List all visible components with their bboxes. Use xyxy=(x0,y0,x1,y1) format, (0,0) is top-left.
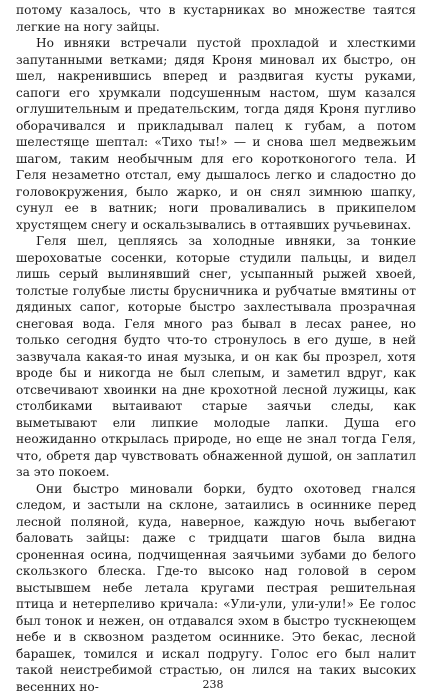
page-number: 238 xyxy=(202,678,224,691)
paragraph-4: Они быстро миновали борки, будто охотовед гнался следом, и застыли на склоне, затаились в осиннике перед лесной поляной, куда, наверное, каждую ночь выбегают баловать зайцы: даже с тридцати шагов была видна сроненная осина, подчищенная заячьими зубами до белого скользкого блеска. Где-то высоко над головой в сером выстывшем небе летала кругами пестрая решительная птица и нетерпеливо кричала: «Ули-ули, ули-ули!» Ее голос был тонок и нежен, он отдавался эхом в быстро тускнеющем небе и в сквозном раздетом осиннике. Это бекас, лесной барашек, томился и искал подругу. Голос его был налит такой неистребимой страстью, он лился на таких высоких весенних но- xyxy=(16,481,416,694)
page-text xyxy=(16,2,416,695)
paragraph-2: Но ивняки встречали пустой прохладой и хлесткими запутанными ветками; дядя Кроня миновал их быстро, он шел, накренившись вперед и раздвигая кусты руками, сапоги его хрумкали подсушенным настом, шум казался оглушительным и предательским, тогда дядя Кроня пугливо оборачивался и прикладывал палец к губам, а потом шелестяще шептал: «Тихо ты!» — и снова шел медвежьим шагом, таким необычным для его коротконогого тела. И Геля незаметно отстал, ему дышалось легко и сладостно до головокружения, было жарко, и он снял зимнюю шапку, сунул ее в ватник; ноги проваливались в прикипелом хрустящем снегу и оскальзывались в оттаявших ручьевинах. xyxy=(16,36,416,232)
paragraph-1: потому казалось, что в кустарниках во множестве таятся легкие на ногу зайцы. xyxy=(16,3,416,34)
paragraph-3: Геля шел, цепляясь за холодные ивняки, за тонкие шероховатые сосенки, которые студили пальцы, и видел лишь серый вылинявший снег, усыпанный рыжей хвоей, толстые голубые листы брусничника и рубчатые вмятины от дядиных сапог, которые быстро захлестывала прозрачная снеговая вода. Геля много раз бывал в лесах ранее, но только сегодня будто что-то стронулось в его душе, в ней зазвучала какая-то иная музыка, и он как бы прозрел, хотя вроде бы и никогда не был слепым, и заметил вдруг, как отсвечивают хвоинки на дне крохотной лесной лужицы, как столбиками вытаивают старые заячьи следы, как выметывают ели липкие молодые лапки. Душа его неожиданно открылась природе, но еще не знал тогда Геля, что, обретя дар чувствовать обнаженной душой, он заплатил за это покоем. xyxy=(16,234,416,479)
book-page xyxy=(16,2,416,695)
